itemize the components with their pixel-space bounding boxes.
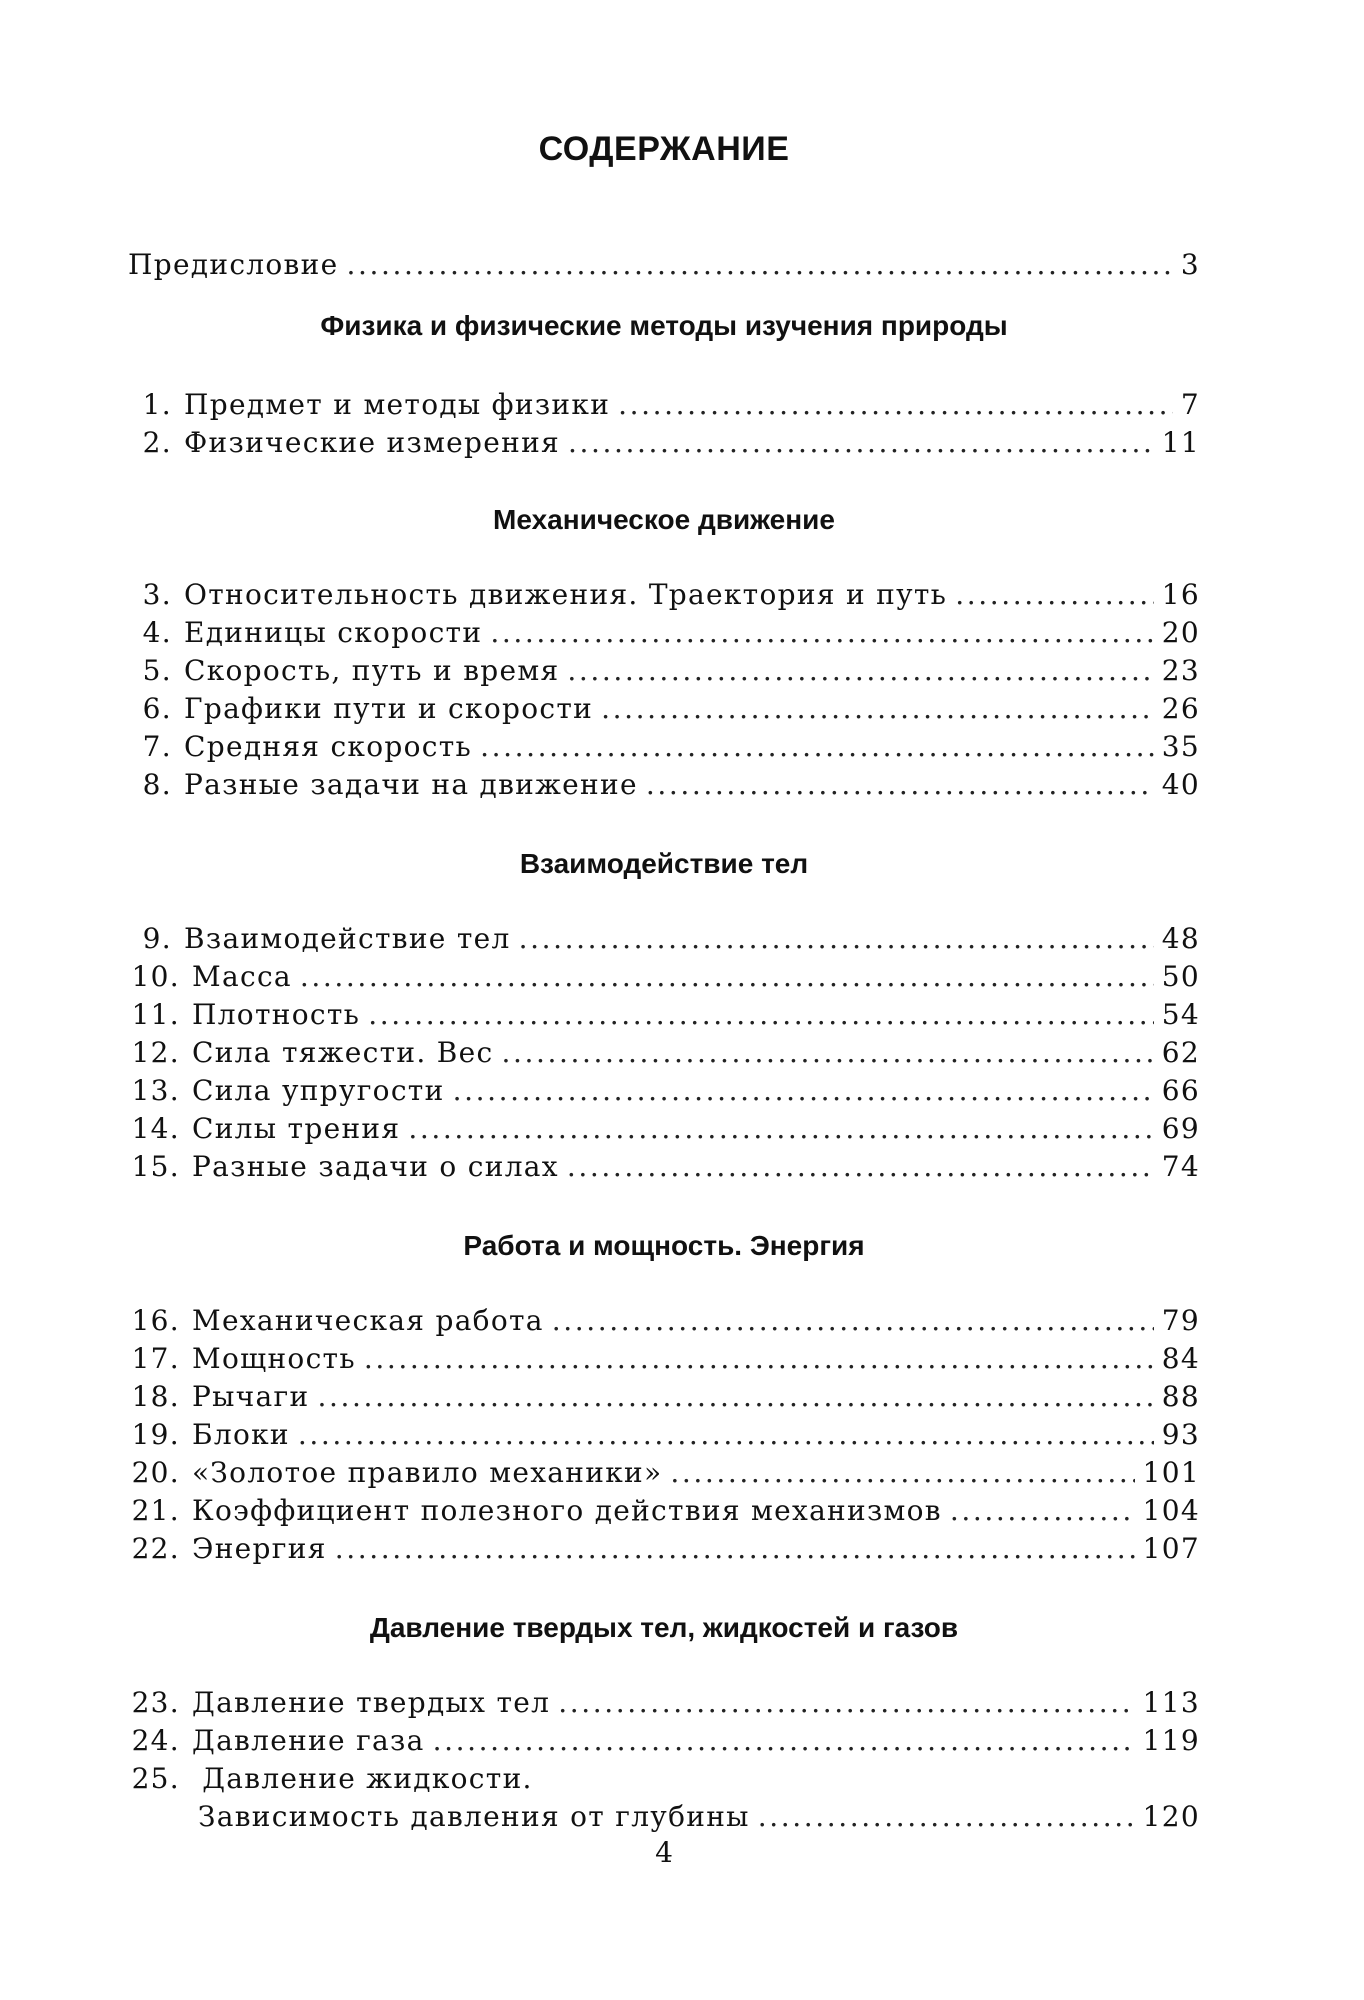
section-heading: Работа и мощность. Энергия: [463, 1230, 865, 1261]
toc-entry-label: Рычаги: [192, 1380, 310, 1413]
page-title: СОДЕРЖАНИЕ: [538, 130, 790, 168]
toc-entry-page: 113: [1142, 1686, 1200, 1719]
toc-entry-label: Силы трения: [192, 1112, 401, 1145]
leader-dots: [955, 576, 1154, 614]
toc-entry-number: 8.: [142, 768, 172, 801]
toc-entry-number: 14.: [131, 1112, 180, 1145]
toc-entry-label: Механическая работа: [192, 1304, 544, 1337]
toc-entry[interactable]: [128, 920, 1200, 958]
toc-entry[interactable]: [128, 996, 1200, 1034]
toc-entry-page: 20: [1161, 616, 1200, 649]
toc-entry-label: Предисловие: [128, 248, 339, 281]
toc-entry-label-continuation: Зависимость давления от глубины: [198, 1800, 750, 1833]
toc-entry-number: 17.: [131, 1342, 180, 1375]
toc-entry-number: 18.: [131, 1380, 180, 1413]
toc-entry[interactable]: [128, 1110, 1200, 1148]
toc-entry-number: 6.: [142, 692, 172, 725]
toc-entry-page: 120: [1142, 1800, 1200, 1833]
toc-entry-label: Разные задачи о силах: [192, 1150, 559, 1183]
toc-entry-number: 21.: [131, 1494, 180, 1527]
toc-entry-page: 26: [1161, 692, 1200, 725]
toc-entry-page: 62: [1161, 1036, 1200, 1069]
toc-entry-page: 119: [1142, 1724, 1200, 1757]
toc-entry-number: 13.: [131, 1074, 180, 1107]
toc-entry[interactable]: [128, 690, 1200, 728]
toc-entry-number: 4.: [142, 616, 172, 649]
leader-dots: [519, 920, 1154, 958]
toc-entry-number: 2.: [142, 426, 172, 459]
toc-entry-number: 22.: [131, 1532, 180, 1565]
leader-dots: [317, 1378, 1153, 1416]
toc-entry-label: Скорость, путь и время: [184, 654, 560, 687]
toc-entry[interactable]: [128, 1072, 1200, 1110]
toc-entry-number: 20.: [131, 1456, 180, 1489]
leader-dots: [335, 1530, 1135, 1568]
leader-dots: [567, 1148, 1154, 1186]
toc-entry-page: 107: [1142, 1532, 1200, 1565]
toc-entry-label: Предмет и методы физики: [184, 388, 611, 421]
toc-entry-number: 5.: [142, 654, 172, 687]
toc-entry-label: Масса: [192, 960, 292, 993]
toc-entry-number: 25.: [131, 1762, 180, 1795]
toc-entry-label: Давление газа: [192, 1724, 425, 1757]
toc-entry-page: 93: [1161, 1418, 1200, 1451]
leader-dots: [646, 766, 1154, 804]
section-heading: Взаимодействие тел: [519, 848, 809, 879]
toc-entry-page: 48: [1161, 922, 1200, 955]
leader-dots: [758, 1798, 1135, 1836]
toc-entry[interactable]: [128, 1416, 1200, 1454]
toc-entry-page: 54: [1161, 998, 1200, 1031]
toc-entry-label: Коэффициент полезного действия механизмов: [192, 1494, 942, 1527]
leader-dots: [552, 1302, 1154, 1340]
toc-entry-page: 101: [1142, 1456, 1200, 1489]
toc-entry-page: 11: [1161, 426, 1200, 459]
toc-entry[interactable]: [128, 1034, 1200, 1072]
toc-entry-number: 1.: [142, 388, 172, 421]
toc-entry-label: Блоки: [192, 1418, 290, 1451]
toc-entry-page: 7: [1180, 388, 1200, 421]
leader-dots: [368, 996, 1154, 1034]
toc-page: [128, 0, 1200, 2000]
leader-dots: [502, 1034, 1154, 1072]
toc-entry[interactable]: [128, 1684, 1200, 1722]
leader-dots: [950, 1492, 1135, 1530]
leader-dots: [601, 690, 1154, 728]
leader-dots: [618, 386, 1173, 424]
toc-entry-page: 3: [1180, 248, 1200, 281]
toc-entry-number: 19.: [131, 1418, 180, 1451]
toc-entry-page: 23: [1161, 654, 1200, 687]
section-heading: Механическое движение: [493, 504, 835, 535]
toc-entry-label: Взаимодействие тел: [184, 922, 511, 955]
toc-entry-page: 74: [1161, 1150, 1200, 1183]
section-heading: Давление твердых тел, жидкостей и газов: [369, 1612, 959, 1643]
toc-entry-page: 40: [1161, 768, 1200, 801]
section-heading: Физика и физические методы изучения природы: [320, 310, 1008, 341]
toc-entry[interactable]: [128, 1340, 1200, 1378]
leader-dots: [298, 1416, 1154, 1454]
toc-entry-page: 69: [1161, 1112, 1200, 1145]
toc-entry-label: Мощность: [192, 1342, 356, 1375]
toc-entry-number: 15.: [131, 1150, 180, 1183]
leader-dots: [408, 1110, 1153, 1148]
leader-dots: [433, 1722, 1135, 1760]
leader-dots: [480, 728, 1154, 766]
leader-dots: [568, 424, 1154, 462]
toc-entry-number: 11.: [131, 998, 180, 1031]
toc-entry-page: 88: [1161, 1380, 1200, 1413]
toc-entry-label: Плотность: [192, 998, 361, 1031]
toc-entry[interactable]: [128, 614, 1200, 652]
toc-entry[interactable]: [128, 728, 1200, 766]
page-number: 4: [655, 1836, 673, 1869]
leader-dots: [558, 1684, 1134, 1722]
toc-entry-number: 24.: [131, 1724, 180, 1757]
toc-entry-label: Давление жидкости.: [202, 1762, 533, 1795]
toc-entry-label: Единицы скорости: [184, 616, 483, 649]
toc-entry-label: Графики пути и скорости: [184, 692, 594, 725]
toc-entry-number: 12.: [131, 1036, 180, 1069]
toc-entry[interactable]: [128, 386, 1200, 424]
toc-entry-continuation[interactable]: [198, 1798, 1200, 1836]
leader-dots: [364, 1340, 1154, 1378]
leader-dots: [670, 1454, 1134, 1492]
toc-entry-label: Разные задачи на движение: [184, 768, 638, 801]
toc-entry-number: 9.: [142, 922, 172, 955]
toc-entry-page: 66: [1161, 1074, 1200, 1107]
toc-entry-number: 7.: [142, 730, 172, 763]
leader-dots: [567, 652, 1153, 690]
toc-entry[interactable]: [128, 652, 1200, 690]
toc-entry-page: 104: [1142, 1494, 1200, 1527]
toc-entry[interactable]: [128, 958, 1200, 996]
toc-entry-page: 50: [1161, 960, 1200, 993]
toc-entry-number: 3.: [142, 578, 172, 611]
toc-entry-label: Сила упругости: [192, 1074, 445, 1107]
toc-entry[interactable]: [128, 1148, 1200, 1186]
leader-dots: [453, 1072, 1154, 1110]
leader-dots: [490, 614, 1153, 652]
toc-entry-label: Давление твердых тел: [192, 1686, 551, 1719]
toc-entry-number: 23.: [131, 1686, 180, 1719]
toc-entry[interactable]: [128, 576, 1200, 614]
toc-entry-page: 35: [1161, 730, 1200, 763]
leader-dots: [300, 958, 1154, 996]
toc-entry[interactable]: [128, 766, 1200, 804]
toc-entry-page: 16: [1161, 578, 1200, 611]
leader-dots: [346, 246, 1172, 284]
toc-entry-page: 84: [1161, 1342, 1200, 1375]
toc-entry-page: 79: [1161, 1304, 1200, 1337]
toc-entry[interactable]: [128, 1302, 1200, 1340]
toc-entry[interactable]: [128, 1492, 1200, 1530]
toc-entry-label: Сила тяжести. Вес: [192, 1036, 494, 1069]
toc-entry-number: 10.: [131, 960, 180, 993]
toc-entry-preface[interactable]: [128, 246, 1200, 284]
toc-entry[interactable]: [128, 1454, 1200, 1492]
toc-entry[interactable]: [128, 424, 1200, 462]
toc-entry[interactable]: [128, 1722, 1200, 1760]
toc-entry-label: Средняя скорость: [184, 730, 473, 763]
toc-entry-label: Физические измерения: [184, 426, 560, 459]
toc-entry-label: «Золотое правило механики»: [192, 1456, 663, 1489]
toc-entry-label: Энергия: [192, 1532, 327, 1565]
toc-entry[interactable]: [128, 1378, 1200, 1416]
toc-entry[interactable]: [128, 1530, 1200, 1568]
toc-entry-first-line[interactable]: [128, 1760, 1200, 1798]
toc-entry-number: 16.: [131, 1304, 180, 1337]
toc-entry-label: Относительность движения. Траектория и путь: [184, 578, 948, 611]
